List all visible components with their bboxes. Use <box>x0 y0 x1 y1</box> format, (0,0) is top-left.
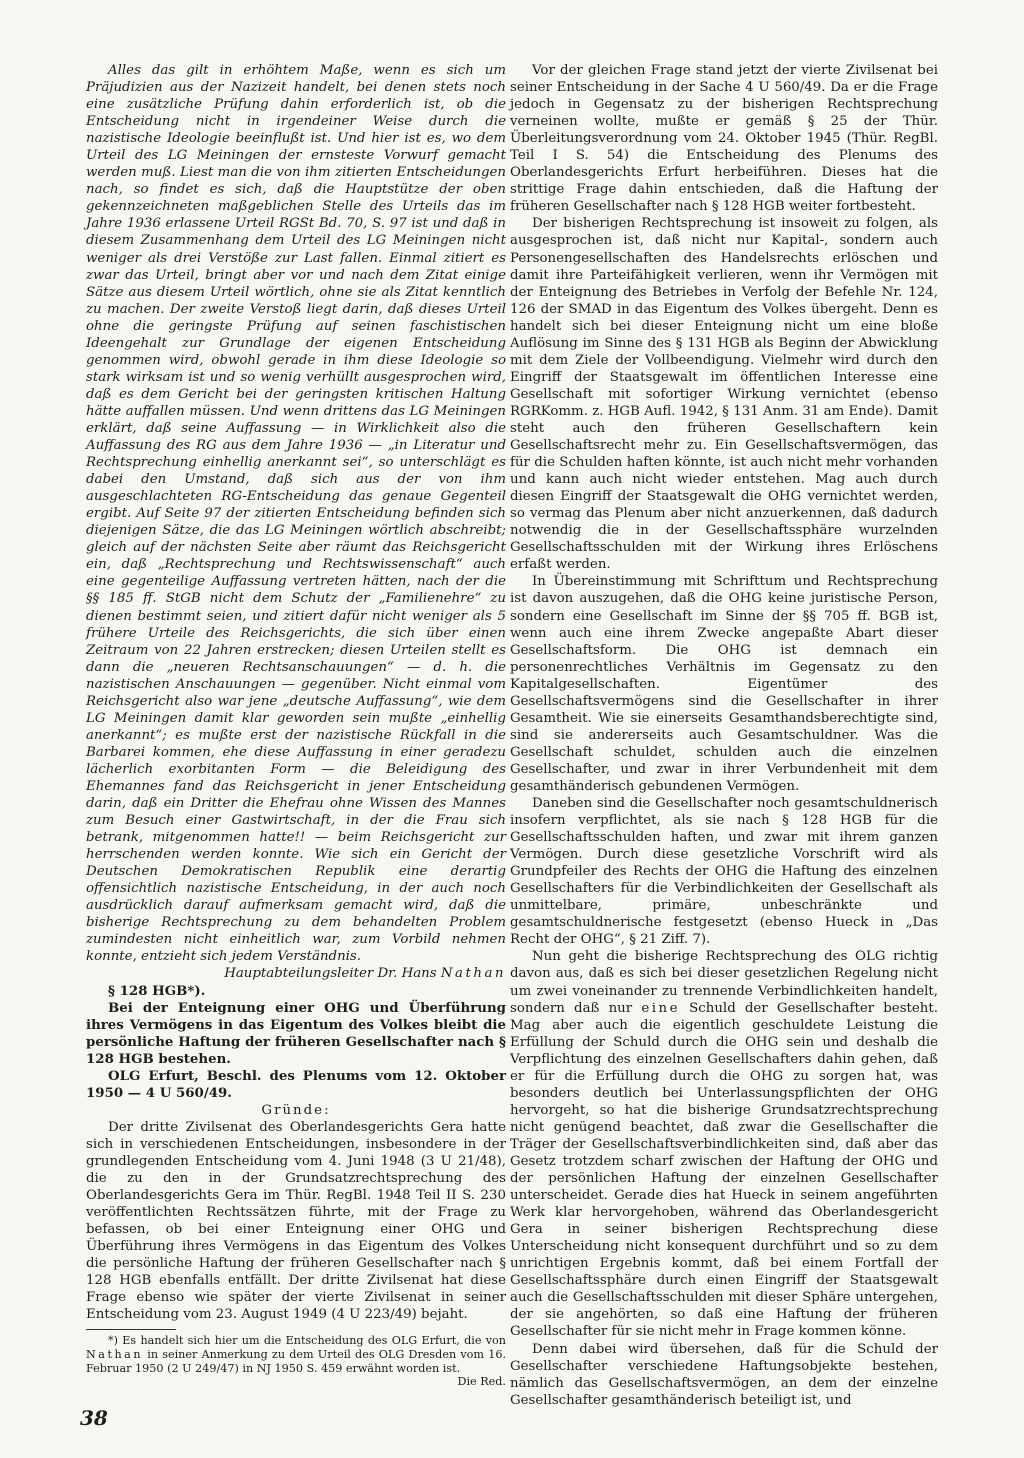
author-name: Nathan <box>440 966 506 982</box>
paragraph-2: Der bisherigen Rechtsprechung ist insoweit zu folgen, als ausgesprochen ist, daß nicht nur Kapital-, sondern auch Personengesellschaften des Handelsrechts erlöschen und damit ihre Parteifähigkeit verlieren, wenn ihr Vermögen mit der Enteignung des Betriebes in Verfolg der Befehle Nr. 124, 126 der SMAD in das Eigentum des Volkes übergeht. Denn es handelt sich bei dieser Enteignung nicht um eine bloße Auflösung im Sinne des § 131 HGB als Beginn der Abwicklung mit dem Ziele der Vollbeendigung. Vielmehr wird durch den Eingriff der Staatsgewalt im öffentlichen Interesse eine Gesellschaft mit sofortiger Wirkung vernichtet (ebenso RGRKomm. z. HGB Aufl. 1942, § 131 Anm. 31 am Ende). Damit steht auch den früheren Gesellschaftern kein Gesellschaftsrecht mehr zu. Ein Gesellschaftsvermögen, das für die Schulden haften könnte, ist auch nicht mehr vorhanden und kann auch nicht wieder entstehen. Mag auch durch diesen Eingriff der Staatsgewalt die OHG vernichtet werden, so vermag das Plenum aber nicht anzuerkennen, daß dadurch notwendig die in der Gesellschaftssphäre wurzelnden Gesellschaftsschulden mit der Wirkung ihres Erlöschens erfaßt werden. <box>510 216 938 573</box>
left-column <box>86 62 506 1389</box>
gruende-paragraph: Der dritte Zivilsenat des Oberlandesgerichts Gera hatte sich in verschiedenen Entscheidungen, insbesondere in der grundlegenden Entscheidung vom 4. Juni 1948 (3 U 21/48), die zu den in der Grundsatzrechtsprechung des Oberlandesgerichts Gera im Thür. RegBl. 1948 Teil II S. 230 veröffentlichten Rechtssätzen führte, mit der Frage zu befassen, ob bei einer Enteignung einer OHG und Überführung ihres Vermögens in das Eigentum des Volkes die persönliche Haftung der früheren Gesellschafter nach § 128 HGB ebenfalls entfällt. Der dritte Zivilsenat hat diese Frage ebenso wie später der vierte Zivilsenat in seiner Entscheidung vom 23. August 1949 (4 U 223/49) bejaht. <box>86 1119 506 1323</box>
section-heading: § 128 HGB*). <box>108 982 206 999</box>
commentary-paragraph: Alles das gilt in erhöhtem Maße, wenn es sich um Präjudizien aus der Nazizeit handelt, bei denen stets noch eine zusätzliche Prüfung dahin erforderlich ist, ob die Entscheidung nicht in irgendeiner Weise durch die nazistische Ideologie beeinflußt ist. Und hier ist es, wo dem Urteil des LG Meiningen der ernsteste Vorwurf gemacht werden muß. Liest man die von ihm zitierten Entscheidungen nach, so findet es sich, daß die Hauptstütze der oben gekennzeichneten maßgeblichen Stelle des Urteils das im Jahre 1936 erlassene Urteil RGSt Bd. 70, S. 97 ist und daß in diesem Zusammenhang dem Urteil des LG Meiningen nicht weniger als drei Verstöße zur Last fallen. Einmal zitiert es zwar das Urteil, bringt aber vor und nach dem Zitat einige Sätze aus diesem Urteil wörtlich, ohne sie als Zitat kenntlich zu machen. Der zweite Verstoß liegt darin, daß dieses Urteil ohne die geringste Prüfung auf seinen faschistischen Ideengehalt zur Grundlage der eigenen Entscheidung genommen wird, obwohl gerade in ihm diese Ideologie so stark wirksam ist und so wenig verhüllt ausgesprochen wird, daß es dem Gericht bei der geringsten kritischen Haltung hätte auffallen müssen. Und wenn drittens das LG Meiningen erklärt, daß seine Auffassung — in Wirklichkeit also die Auffassung des RG aus dem Jahre 1936 — „in Literatur und Rechtsprechung einhellig anerkannt sei“, so unterschlägt es dabei den Umstand, daß sich aus der von ihm ausgeschlachteten RG-Entscheidung das genaue Gegenteil ergibt. Auf Seite 97 der zitierten Entscheidung befinden sich diejenigen Sätze, die das LG Meiningen wörtlich abschreibt; gleich auf der nächsten Seite aber räumt das Reichsgericht ein, daß „Rechtsprechung und Rechtswissenschaft“ auch eine gegenteilige Auffassung vertreten hätten, nach der die §§ 185 ff. StGB nicht dem Schutz der „Familienehre“ zu dienen bestimmt seien, und zitiert dafür nicht weniger als 5 frühere Urteile des Reichsgerichts, die sich über einen Zeitraum von 22 Jahren erstrecken; diesen Urteilen stellt es dann die „neueren Rechtsanschauungen“ — d. h. die nazistischen Anschauungen — gegenüber. Nicht einmal vom Reichsgericht also war jene „deutsche Auffassung“, wie dem LG Meiningen damit klar geworden sein mußte „einhellig anerkannt“; es mußte erst der nazistische Rückfall in die Barbarei kommen, ehe diese Auffassung in einer geradezu lächerlich exorbitanten Form — die Beleidigung des Ehemannes fand das Reichsgericht in jener Entscheidung darin, daß ein Dritter die Ehefrau ohne Wissen des Mannes zum Besuch einer Gastwirtschaft, in der die Frau sich betrank, mitgenommen hatte!! — beim Reichsgericht zur herrschenden werden konnte. Wie sich ein Gericht der Deutschen Demokratischen Republik eine derartig offensichtlich nazistische Entscheidung, in der auch noch ausdrücklich darauf aufmerksam gemacht wird, daß die bisherige Rechtsprechung zu dem behandelten Problem zumindesten nicht einheitlich war, zum Vorbild nehmen konnte, entzieht sich jedem Verständnis. <box>86 63 506 965</box>
page-number: 38 <box>80 1406 108 1430</box>
headnote: Bei der Enteignung einer OHG und Überführung ihres Vermögens in das Eigentum des Volkes bleibt die persönliche Haftung der früheren Gesellschafter nach § 128 HGB bestehen. <box>86 999 506 1067</box>
footnote: *) Es handelt sich hier um die Entscheidung des OLG Erfurt, die von Nathan in seiner Anmerkung zu dem Urteil des OLG Dresden vom 16. Februar 1950 (2 U 249/47) in NJ 1950 S. 459 erwähnt worden ist. Die Red. <box>86 1334 506 1389</box>
court-citation: OLG Erfurt, Beschl. des Plenums vom 12. Oktober 1950 — 4 U 560/49. <box>86 1067 506 1101</box>
right-column <box>510 62 938 1409</box>
footnote-name: Nathan <box>86 1348 144 1362</box>
paragraph-3: In Übereinstimmung mit Schrifttum und Rechtsprechung ist davon auszugehen, daß die OHG keine juristische Person, sondern eine Gesellschaft im Sinne der §§ 705 ff. BGB ist, wenn auch eine ihrem Zwecke angepaßte Abart dieser Gesellschaftsform. Die OHG ist demnach ein personenrechtliches Verhältnis im Gegensatz zu den Kapitalgesellschaften. Eigentümer des Gesellschaftsvermögens sind die Gesellschafter in ihrer Gesamtheit. Wie sie einerseits Gesamthandsberechtigte sind, sind sie andererseits auch Gesamtschuldner. Was die Gesellschaft schuldet, schulden auch die einzelnen Gesellschafter, und zwar in ihrer Verbundenheit mit dem gesamthänderisch gebundenen Vermögen. <box>510 574 938 794</box>
author-signature: Hauptabteilungsleiter Dr. Hans Nathan <box>224 966 506 982</box>
paragraph-6: Denn dabei wird übersehen, daß für die Schuld der Gesellschafter verschiedene Haftungsobjekte bestehen, nämlich das Gesellschaftsvermögen, an dem der einzelne Gesellschafter gesamthänderisch beteiligt ist, und <box>510 1341 938 1408</box>
footnote-signature: Die Red. <box>457 1375 506 1389</box>
paragraph-4: Daneben sind die Gesellschafter noch gesamtschuldnerisch insofern verpflichtet, als sie nach § 128 HGB für die Gesellschaftsschulden haften, und zwar mit ihrem ganzen Vermögen. Durch diese gesetzliche Vorschrift wird als Grundpfeiler des Rechts der OHG die Haftung des einzelnen Gesellschafters für die Verbindlichkeiten der Gesellschaft als unmittelbare, primäre, unbeschränkte und gesamtschuldnerische festgesetzt (ebenso Hueck in „Das Recht der OHG“, § 21 Ziff. 7). <box>510 796 938 948</box>
paragraph-5: Nun geht die bisherige Rechtsprechung des OLG richtig davon aus, daß es sich bei dieser gesetzlichen Regelung nicht um zwei voneinander zu trennende Verbindlichkeiten handelt, sondern daß nur eine Schuld der Gesellschafter besteht. Mag aber auch die eigentlich geschuldete Leistung die Erfüllung der Schuld durch die OHG sein und deshalb die Verpflichtung des einzelnen Gesellschafters dahin gehen, daß er für die Erfüllung durch die OHG zu sorgen hat, was besonders deutlich bei Unterlassungspflichten der OHG hervorgeht, so hat die bisherige Grundsatzrechtsprechung nicht genügend beachtet, daß zwar die Gesellschafter die Träger der Gesellschaftsverbindlichkeiten sind, daß aber das Gesetz trotzdem scharf zwischen der Haftung der OHG und der persönlichen Haftung der einzelnen Gesellschafter unterscheidet. Gerade dies hat Hueck in seinem angeführten Werk klar hervorgehoben, während das Oberlandesgericht Gera in seiner bisherigen Rechtsprechung diese Unterscheidung nicht konsequent durchführt und so zu dem unrichtigen Ergebnis kommt, daß bei einem Fortfall der Gesellschaftssphäre durch einen Eingriff der Staatsgewalt auch die Gesellschaftsschulden mit dieser Sphäre untergehen, der sie angehörten, so daß eine Haftung der früheren Gesellschafter für sie nicht mehr in Frage kommen könne. <box>510 949 939 1340</box>
emphasis-eine: eine <box>641 1000 680 1016</box>
paragraph-1: Vor der gleichen Frage stand jetzt der vierte Zivilsenat bei seiner Entscheidung in der Sache 4 U 560/49. Da er die Frage jedoch in Gegensatz zu der bisherigen Rechtsprechung verneinen wollte, mußte er gemäß § 25 der Thür. Überleitungsverordnung vom 24. Oktober 1945 (Thür. RegBl. Teil I S. 54) die Entscheidung des Plenums des Oberlandesgerichts Erfurt herbeiführen. Dieses hat die strittige Frage dahin entschieden, daß die Haftung der früheren Gesellschafter nach § 128 HGB weiter fortbesteht. <box>510 63 938 215</box>
gruende-label: Gründe: <box>261 1102 331 1118</box>
footnote-divider <box>86 1329 176 1330</box>
